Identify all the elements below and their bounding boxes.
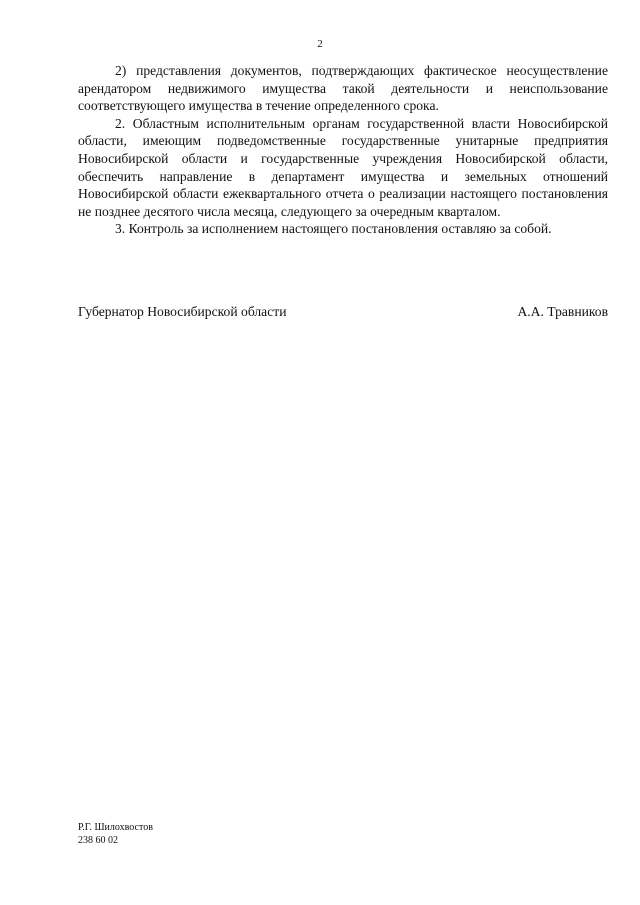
paragraph-clause-2: 2. Областным исполнительным органам государственной власти Новосибирской области, имеющим подведомственные государственные унитарные предприятия Новосибирской области и государственные учреждения Новосибирской области, обеспечить направление в департамент имущества и земельных отношений Новосибирской области ежеквартального отчета о реализации настоящего постановления не позднее десятого числа месяца, следующего за очередным кварталом. xyxy=(78,115,608,219)
signatory-position: Губернатор Новосибирской области xyxy=(78,304,287,319)
paragraph-item-2: 2) представления документов, подтверждающих фактическое неосуществление арендатором недвижимого имущества такой деятельности и неиспользование соответствующего имущества в течение определенного срока. xyxy=(78,63,608,114)
executor-phone: 238 60 02 xyxy=(78,834,118,846)
paragraph-clause-3: 3. Контроль за исполнением настоящего постановления оставляю за собой. xyxy=(115,221,552,237)
document-body xyxy=(78,62,608,238)
page-number: 2 xyxy=(317,38,323,50)
signatory-name: А.А. Травников xyxy=(517,304,608,319)
signature-block xyxy=(78,303,608,321)
executor-name: Р.Г. Шилохвостов xyxy=(78,822,153,833)
executor-block xyxy=(78,822,153,847)
